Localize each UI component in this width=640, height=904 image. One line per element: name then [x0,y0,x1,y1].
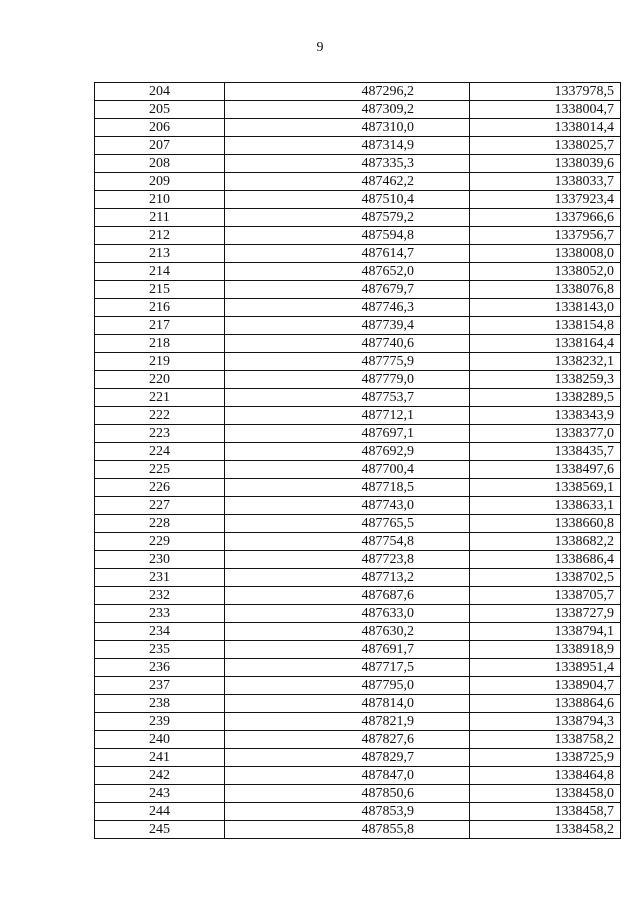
table-row [95,263,621,281]
point-number-cell: 217 [95,317,225,335]
point-number-cell: 222 [95,407,225,425]
y-coordinate-cell: 1338076,8 [470,281,621,299]
x-coordinate-cell: 487743,0 [225,497,470,515]
point-number-cell: 223 [95,425,225,443]
x-coordinate-cell: 487855,8 [225,821,470,839]
point-number-cell: 230 [95,551,225,569]
table-row [95,407,621,425]
point-number-cell: 245 [95,821,225,839]
x-coordinate-cell: 487850,6 [225,785,470,803]
y-coordinate-cell: 1338232,1 [470,353,621,371]
table-row [95,443,621,461]
x-coordinate-cell: 487652,0 [225,263,470,281]
coordinates-table [94,82,621,839]
point-number-cell: 227 [95,497,225,515]
x-coordinate-cell: 487821,9 [225,713,470,731]
point-number-cell: 232 [95,587,225,605]
table-row [95,83,621,101]
x-coordinate-cell: 487594,8 [225,227,470,245]
point-number-cell: 237 [95,677,225,695]
x-coordinate-cell: 487754,8 [225,533,470,551]
y-coordinate-cell: 1338497,6 [470,461,621,479]
x-coordinate-cell: 487740,6 [225,335,470,353]
table-row [95,623,621,641]
x-coordinate-cell: 487827,6 [225,731,470,749]
table-row [95,173,621,191]
table-row [95,605,621,623]
y-coordinate-cell: 1337966,6 [470,209,621,227]
x-coordinate-cell: 487739,4 [225,317,470,335]
x-coordinate-cell: 487775,9 [225,353,470,371]
table-row [95,461,621,479]
x-coordinate-cell: 487692,9 [225,443,470,461]
point-number-cell: 214 [95,263,225,281]
table-row [95,209,621,227]
table-row [95,317,621,335]
table-row [95,335,621,353]
x-coordinate-cell: 487753,7 [225,389,470,407]
table-row [95,677,621,695]
y-coordinate-cell: 1338758,2 [470,731,621,749]
y-coordinate-cell: 1338014,4 [470,119,621,137]
y-coordinate-cell: 1338904,7 [470,677,621,695]
table-row [95,479,621,497]
y-coordinate-cell: 1338458,0 [470,785,621,803]
y-coordinate-cell: 1338164,4 [470,335,621,353]
table-row [95,731,621,749]
table-row [95,515,621,533]
point-number-cell: 226 [95,479,225,497]
point-number-cell: 208 [95,155,225,173]
y-coordinate-cell: 1338033,7 [470,173,621,191]
x-coordinate-cell: 487296,2 [225,83,470,101]
point-number-cell: 216 [95,299,225,317]
table-row [95,767,621,785]
table-row [95,551,621,569]
x-coordinate-cell: 487462,2 [225,173,470,191]
table-row [95,101,621,119]
y-coordinate-cell: 1338686,4 [470,551,621,569]
point-number-cell: 211 [95,209,225,227]
point-number-cell: 238 [95,695,225,713]
y-coordinate-cell: 1338682,2 [470,533,621,551]
y-coordinate-cell: 1338004,7 [470,101,621,119]
table-row [95,191,621,209]
x-coordinate-cell: 487614,7 [225,245,470,263]
x-coordinate-cell: 487687,6 [225,587,470,605]
x-coordinate-cell: 487633,0 [225,605,470,623]
y-coordinate-cell: 1338143,0 [470,299,621,317]
point-number-cell: 219 [95,353,225,371]
x-coordinate-cell: 487679,7 [225,281,470,299]
point-number-cell: 239 [95,713,225,731]
y-coordinate-cell: 1338705,7 [470,587,621,605]
x-coordinate-cell: 487579,2 [225,209,470,227]
table-row [95,353,621,371]
table-row [95,659,621,677]
point-number-cell: 233 [95,605,225,623]
table-row [95,425,621,443]
y-coordinate-cell: 1337923,4 [470,191,621,209]
x-coordinate-cell: 487779,0 [225,371,470,389]
point-number-cell: 224 [95,443,225,461]
table-row [95,533,621,551]
table-row [95,119,621,137]
x-coordinate-cell: 487718,5 [225,479,470,497]
point-number-cell: 221 [95,389,225,407]
y-coordinate-cell: 1338702,5 [470,569,621,587]
table-row [95,497,621,515]
point-number-cell: 209 [95,173,225,191]
point-number-cell: 207 [95,137,225,155]
table-row [95,371,621,389]
y-coordinate-cell: 1338008,0 [470,245,621,263]
table-row [95,749,621,767]
x-coordinate-cell: 487712,1 [225,407,470,425]
point-number-cell: 242 [95,767,225,785]
point-number-cell: 236 [95,659,225,677]
coordinates-table-body [95,83,621,839]
y-coordinate-cell: 1338660,8 [470,515,621,533]
table-row [95,281,621,299]
y-coordinate-cell: 1338794,3 [470,713,621,731]
y-coordinate-cell: 1338794,1 [470,623,621,641]
x-coordinate-cell: 487829,7 [225,749,470,767]
y-coordinate-cell: 1338377,0 [470,425,621,443]
y-coordinate-cell: 1338458,2 [470,821,621,839]
table-row [95,227,621,245]
point-number-cell: 235 [95,641,225,659]
y-coordinate-cell: 1338569,1 [470,479,621,497]
table-row [95,713,621,731]
point-number-cell: 231 [95,569,225,587]
x-coordinate-cell: 487795,0 [225,677,470,695]
point-number-cell: 220 [95,371,225,389]
point-number-cell: 243 [95,785,225,803]
table-row [95,695,621,713]
point-number-cell: 228 [95,515,225,533]
y-coordinate-cell: 1338154,8 [470,317,621,335]
point-number-cell: 210 [95,191,225,209]
point-number-cell: 212 [95,227,225,245]
x-coordinate-cell: 487814,0 [225,695,470,713]
x-coordinate-cell: 487314,9 [225,137,470,155]
table-row [95,569,621,587]
table-row [95,137,621,155]
table-row [95,245,621,263]
y-coordinate-cell: 1338289,5 [470,389,621,407]
x-coordinate-cell: 487746,3 [225,299,470,317]
x-coordinate-cell: 487510,4 [225,191,470,209]
y-coordinate-cell: 1338725,9 [470,749,621,767]
table-row [95,299,621,317]
y-coordinate-cell: 1338633,1 [470,497,621,515]
table-row [95,803,621,821]
table-row [95,785,621,803]
y-coordinate-cell: 1338259,3 [470,371,621,389]
table-row [95,641,621,659]
point-number-cell: 244 [95,803,225,821]
point-number-cell: 240 [95,731,225,749]
x-coordinate-cell: 487697,1 [225,425,470,443]
y-coordinate-cell: 1338039,6 [470,155,621,173]
x-coordinate-cell: 487691,7 [225,641,470,659]
y-coordinate-cell: 1338458,7 [470,803,621,821]
point-number-cell: 218 [95,335,225,353]
table-row [95,389,621,407]
x-coordinate-cell: 487335,3 [225,155,470,173]
y-coordinate-cell: 1338025,7 [470,137,621,155]
point-number-cell: 241 [95,749,225,767]
x-coordinate-cell: 487853,9 [225,803,470,821]
x-coordinate-cell: 487723,8 [225,551,470,569]
y-coordinate-cell: 1338435,7 [470,443,621,461]
y-coordinate-cell: 1337956,7 [470,227,621,245]
table-row [95,155,621,173]
point-number-cell: 234 [95,623,225,641]
y-coordinate-cell: 1338951,4 [470,659,621,677]
x-coordinate-cell: 487713,2 [225,569,470,587]
y-coordinate-cell: 1338343,9 [470,407,621,425]
x-coordinate-cell: 487717,5 [225,659,470,677]
y-coordinate-cell: 1338918,9 [470,641,621,659]
table-row [95,587,621,605]
y-coordinate-cell: 1338727,9 [470,605,621,623]
point-number-cell: 213 [95,245,225,263]
x-coordinate-cell: 487309,2 [225,101,470,119]
x-coordinate-cell: 487765,5 [225,515,470,533]
table-row [95,821,621,839]
x-coordinate-cell: 487700,4 [225,461,470,479]
point-number-cell: 229 [95,533,225,551]
point-number-cell: 225 [95,461,225,479]
point-number-cell: 204 [95,83,225,101]
x-coordinate-cell: 487847,0 [225,767,470,785]
y-coordinate-cell: 1338864,6 [470,695,621,713]
y-coordinate-cell: 1338052,0 [470,263,621,281]
x-coordinate-cell: 487310,0 [225,119,470,137]
y-coordinate-cell: 1337978,5 [470,83,621,101]
point-number-cell: 205 [95,101,225,119]
point-number-cell: 206 [95,119,225,137]
point-number-cell: 215 [95,281,225,299]
x-coordinate-cell: 487630,2 [225,623,470,641]
y-coordinate-cell: 1338464,8 [470,767,621,785]
page-number: 9 [316,40,324,55]
